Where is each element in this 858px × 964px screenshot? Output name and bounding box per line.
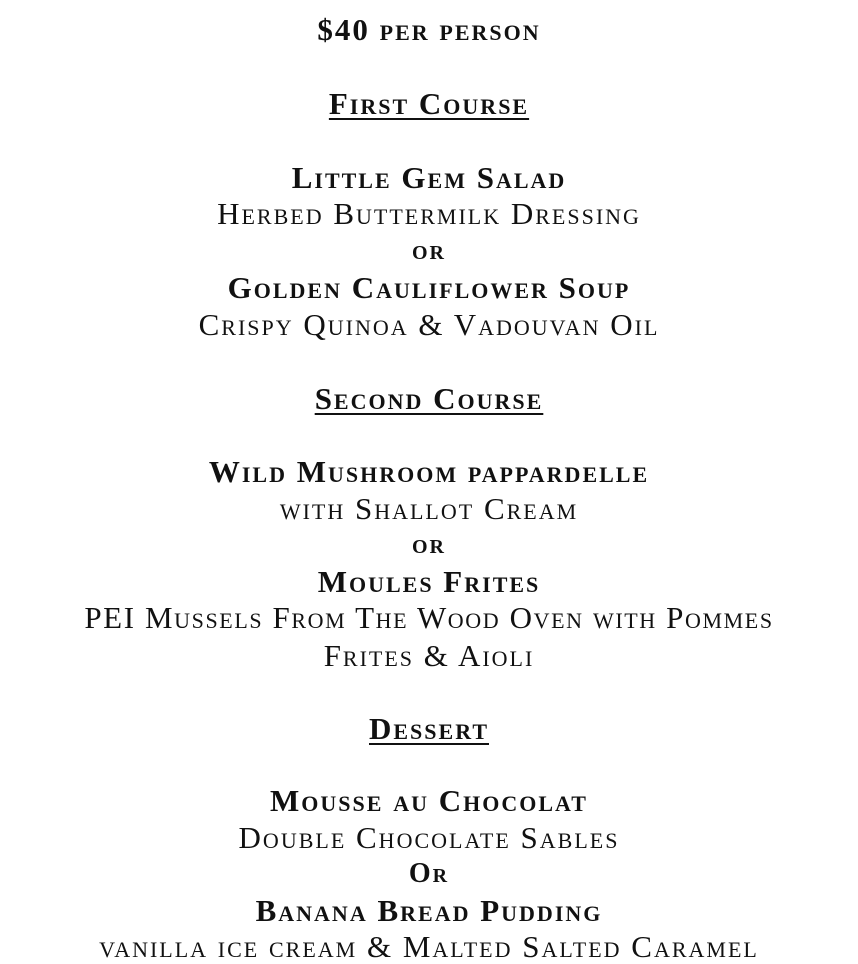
course-title-dessert: Dessert	[369, 711, 489, 746]
dish-name-pappardelle: Wild Mushroom pappardelle	[208, 454, 650, 489]
menu-price: $40 per person	[317, 12, 541, 47]
course-title-first: First Course	[328, 86, 530, 121]
dish-description-soup: Crispy Quinoa & Vadouvan Oil	[198, 307, 660, 342]
dish-name-cauliflower-soup: Golden Cauliflower Soup	[227, 270, 631, 305]
dish-description-moules-line2: Frites & Aioli	[323, 638, 535, 673]
dish-name-mousse-au-chocolat: Mousse au Chocolat	[270, 783, 588, 818]
dish-description-pappardelle: with Shallot Cream	[279, 491, 579, 526]
course-title-second: Second Course	[314, 381, 544, 416]
course-separator-or: or	[412, 235, 446, 266]
dish-description-mousse: Double Chocolate Sables	[238, 820, 620, 855]
course-separator-or: Or	[408, 858, 450, 889]
dish-description-salad: Herbed Buttermilk Dressing	[217, 196, 641, 231]
dish-name-moules-frites: Moules Frites	[317, 564, 541, 599]
dish-description-moules-line1: PEI Mussels From The Wood Oven with Pommes	[84, 600, 774, 635]
course-separator-or: or	[412, 529, 446, 560]
dish-name-banana-bread-pudding: Banana Bread Pudding	[255, 893, 603, 928]
dish-name-little-gem-salad: Little Gem Salad	[291, 160, 567, 195]
dish-description-pudding: vanilla ice cream & Malted Salted Caramel	[99, 929, 759, 964]
